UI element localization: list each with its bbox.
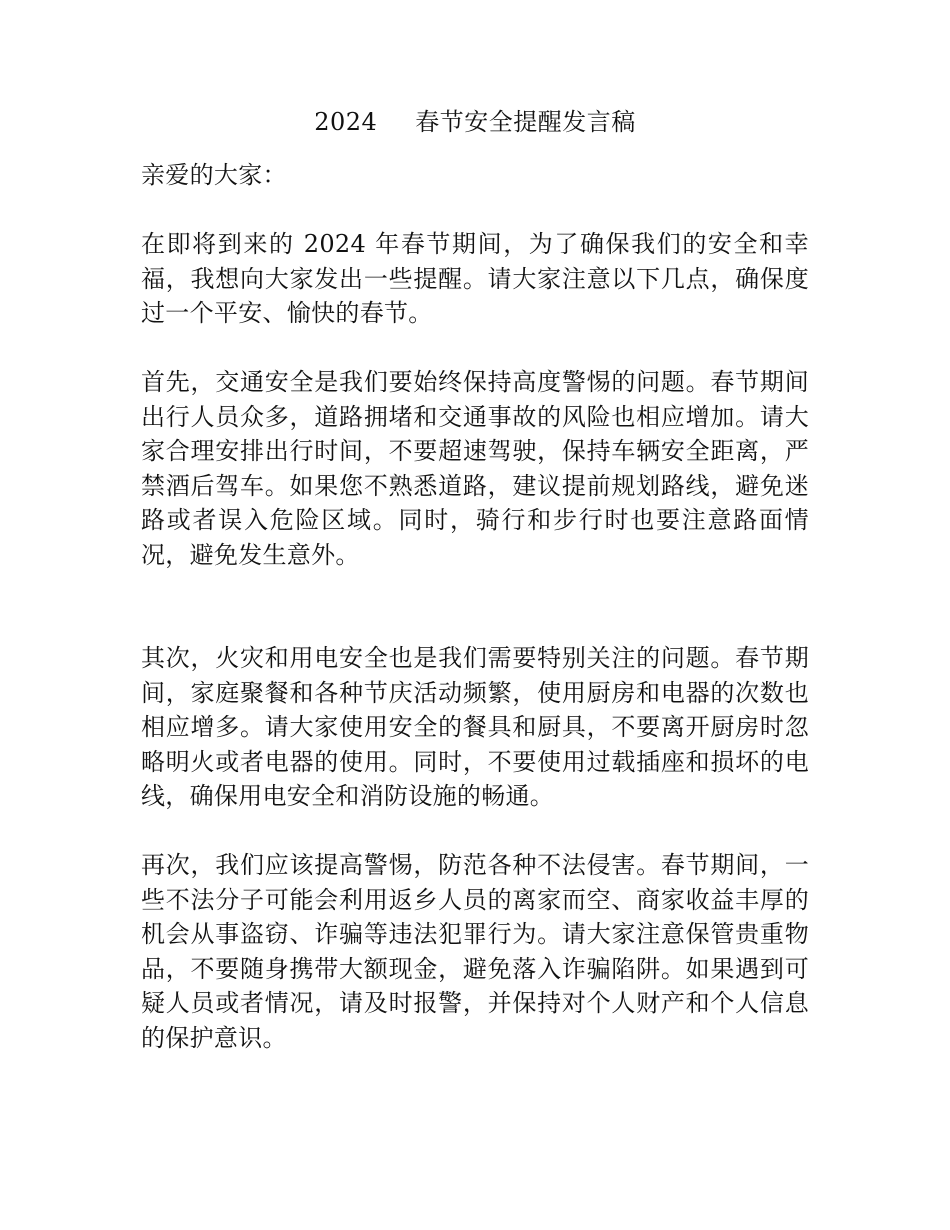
document-title xyxy=(0,104,950,140)
title-year: 2024 xyxy=(314,108,378,136)
paragraph-crime-prevention: 再次，我们应该提高警惕，防范各种不法侵害。春节期间，一些不法分子可能会利用返乡人员的离家而空、商家收益丰厚的机会从事盗窃、诈骗等违法犯罪行为。请大家注意保管贵重物品，不要随身携带大额现金，避免落入诈骗陷阱。如果遇到可疑人员或者情况，请及时报警，并保持对个人财产和个人信息的保护意识。 xyxy=(141,851,809,1052)
greeting: 亲爱的大家： xyxy=(141,161,287,189)
title-text: 春节安全提醒发言稿 xyxy=(415,108,636,136)
paragraph-traffic-safety: 首先，交通安全是我们要始终保持高度警惕的问题。春节期间出行人员众多，道路拥堵和交通事故的风险也相应增加。请大家合理安排出行时间，不要超速驾驶，保持车辆安全距离，严禁酒后驾车。如果您不熟悉道路，建议提前规划路线，避免迷路或者误入危险区域。同时，骑行和步行时也要注意路面情况，避免发生意外。 xyxy=(141,368,809,569)
paragraph-fire-electric-safety: 其次，火灾和用电安全也是我们需要特别关注的问题。春节期间，家庭聚餐和各种节庆活动频繁，使用厨房和电器的次数也相应增多。请大家使用安全的餐具和厨具，不要离开厨房时忽略明火或者电器的使用。同时，不要使用过载插座和损坏的电线，确保用电安全和消防设施的畅通。 xyxy=(141,644,809,810)
paragraph-intro: 在即将到来的 2024 年春节期间，为了确保我们的安全和幸福，我想向大家发出一些提醒。请大家注意以下几点，确保度过一个平安、愉快的春节。 xyxy=(141,230,809,327)
